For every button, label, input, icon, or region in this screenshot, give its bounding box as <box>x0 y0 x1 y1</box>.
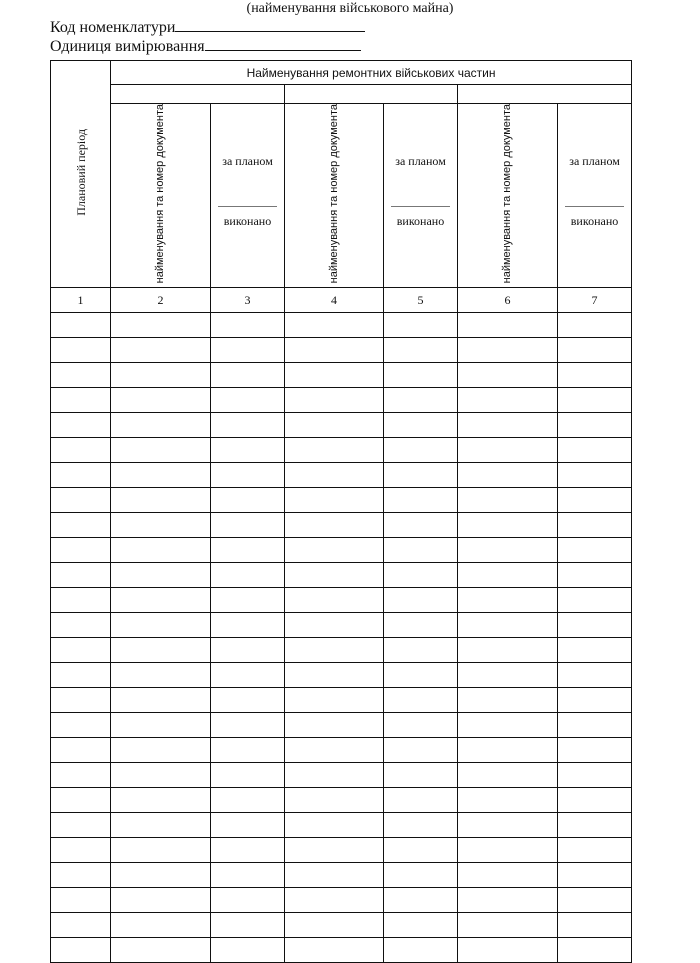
table-cell[interactable] <box>384 863 458 888</box>
table-cell[interactable] <box>51 763 111 788</box>
table-cell[interactable] <box>211 363 285 388</box>
table-cell[interactable] <box>558 313 632 338</box>
table-cell[interactable] <box>111 888 211 913</box>
table-row <box>51 538 632 563</box>
done-label: виконано <box>570 214 619 229</box>
table-row <box>51 763 632 788</box>
table-cell[interactable] <box>51 738 111 763</box>
plan-divider <box>565 206 624 207</box>
table-cell[interactable] <box>285 913 384 938</box>
table-cell[interactable] <box>285 813 384 838</box>
table-cell[interactable] <box>558 688 632 713</box>
table-cell[interactable] <box>384 813 458 838</box>
table-cell[interactable] <box>558 563 632 588</box>
table-cell[interactable] <box>111 413 211 438</box>
table-cell[interactable] <box>211 813 285 838</box>
table-cell[interactable] <box>51 313 111 338</box>
table-cell[interactable] <box>211 763 285 788</box>
table-cell[interactable] <box>558 513 632 538</box>
table-cell[interactable] <box>51 388 111 413</box>
table-cell[interactable] <box>211 663 285 688</box>
table-row <box>51 688 632 713</box>
table-cell[interactable] <box>558 838 632 863</box>
table-cell[interactable] <box>285 363 384 388</box>
table-cell[interactable] <box>458 513 558 538</box>
table-cell[interactable] <box>51 438 111 463</box>
table-cell[interactable] <box>285 888 384 913</box>
table-cell[interactable] <box>558 363 632 388</box>
table-cell[interactable] <box>458 838 558 863</box>
table-cell[interactable] <box>111 813 211 838</box>
table-cell[interactable] <box>458 663 558 688</box>
table-cell[interactable] <box>458 488 558 513</box>
table-cell[interactable] <box>111 338 211 363</box>
table-cell[interactable] <box>111 313 211 338</box>
table-cell[interactable] <box>384 388 458 413</box>
table-cell[interactable] <box>384 688 458 713</box>
table-cell[interactable] <box>51 938 111 963</box>
table-cell[interactable] <box>384 913 458 938</box>
table-row <box>51 638 632 663</box>
plan-header-2 <box>384 104 458 288</box>
table-cell[interactable] <box>558 413 632 438</box>
table-cell[interactable] <box>558 788 632 813</box>
plan-label: за планом <box>395 154 446 169</box>
table-row <box>51 913 632 938</box>
table-cell[interactable] <box>51 713 111 738</box>
table-cell[interactable] <box>285 413 384 438</box>
unit-label: Одиниця вимірювання <box>50 38 205 55</box>
table-cell[interactable] <box>51 888 111 913</box>
table-row <box>51 663 632 688</box>
repair-plan-table <box>50 60 632 963</box>
table-cell[interactable] <box>285 438 384 463</box>
table-cell[interactable] <box>211 888 285 913</box>
table-cell[interactable] <box>384 363 458 388</box>
table-cell[interactable] <box>558 613 632 638</box>
table-cell[interactable] <box>285 513 384 538</box>
table-cell[interactable] <box>111 913 211 938</box>
nomenclature-code-label: Код номенклатури <box>50 19 176 36</box>
table-row <box>51 413 632 438</box>
table-row <box>51 738 632 763</box>
doc-header-label: найменування та номер документа <box>327 104 340 284</box>
unit-name-cell-2[interactable] <box>285 85 458 104</box>
table-cell[interactable] <box>211 788 285 813</box>
table-row <box>51 613 632 638</box>
table-cell[interactable] <box>458 738 558 763</box>
table-cell[interactable] <box>384 663 458 688</box>
column-number: 7 <box>558 288 632 313</box>
table-cell[interactable] <box>111 363 211 388</box>
table-cell[interactable] <box>558 388 632 413</box>
table-cell[interactable] <box>211 438 285 463</box>
table-cell[interactable] <box>458 538 558 563</box>
table-cell[interactable] <box>51 563 111 588</box>
column-number: 1 <box>51 288 111 313</box>
table-cell[interactable] <box>285 388 384 413</box>
table-cell[interactable] <box>111 663 211 688</box>
table-cell[interactable] <box>384 438 458 463</box>
table-cell[interactable] <box>51 413 111 438</box>
table-cell[interactable] <box>458 813 558 838</box>
table-cell[interactable] <box>384 463 458 488</box>
table-cell[interactable] <box>285 863 384 888</box>
planned-period-label: Плановий період <box>73 129 88 217</box>
table-row <box>51 838 632 863</box>
table-cell[interactable] <box>458 438 558 463</box>
table-cell[interactable] <box>458 938 558 963</box>
table-cell[interactable] <box>558 888 632 913</box>
table-cell[interactable] <box>285 488 384 513</box>
table-cell[interactable] <box>211 463 285 488</box>
unit-name-cell-3[interactable] <box>458 85 632 104</box>
table-cell[interactable] <box>211 913 285 938</box>
table-cell[interactable] <box>285 563 384 588</box>
table-cell[interactable] <box>211 588 285 613</box>
table-cell[interactable] <box>458 763 558 788</box>
table-cell[interactable] <box>111 688 211 713</box>
table-cell[interactable] <box>111 763 211 788</box>
column-number-row <box>51 288 632 313</box>
table-cell[interactable] <box>211 713 285 738</box>
table-cell[interactable] <box>51 913 111 938</box>
repair-units-header: Найменування ремонтних військових частин <box>111 61 632 85</box>
table-cell[interactable] <box>111 788 211 813</box>
table-cell[interactable] <box>458 888 558 913</box>
table-cell[interactable] <box>458 588 558 613</box>
table-cell[interactable] <box>458 313 558 338</box>
table-cell[interactable] <box>51 513 111 538</box>
table-cell[interactable] <box>384 838 458 863</box>
table-row <box>51 563 632 588</box>
table-row <box>51 463 632 488</box>
table-cell[interactable] <box>51 863 111 888</box>
doc-header-label: найменування та номер документа <box>154 104 166 284</box>
table-cell[interactable] <box>51 463 111 488</box>
table-cell[interactable] <box>384 738 458 763</box>
table-cell[interactable] <box>285 588 384 613</box>
table-cell[interactable] <box>285 613 384 638</box>
table-cell[interactable] <box>111 638 211 663</box>
table-cell[interactable] <box>384 313 458 338</box>
table-row <box>51 788 632 813</box>
table-row <box>51 513 632 538</box>
done-label: виконано <box>223 214 272 229</box>
table-cell[interactable] <box>285 638 384 663</box>
table-cell[interactable] <box>51 838 111 863</box>
table-row <box>51 338 632 363</box>
table-cell[interactable] <box>51 538 111 563</box>
table-cell[interactable] <box>458 863 558 888</box>
table-cell[interactable] <box>211 613 285 638</box>
table-cell[interactable] <box>285 838 384 863</box>
table-cell[interactable] <box>51 613 111 638</box>
table-cell[interactable] <box>458 563 558 588</box>
table-cell[interactable] <box>211 688 285 713</box>
table-cell[interactable] <box>211 513 285 538</box>
table-cell[interactable] <box>558 863 632 888</box>
table-cell[interactable] <box>384 338 458 363</box>
table-cell[interactable] <box>384 413 458 438</box>
table-cell[interactable] <box>111 563 211 588</box>
column-number: 2 <box>111 288 211 313</box>
table-cell[interactable] <box>458 463 558 488</box>
table-cell[interactable] <box>458 613 558 638</box>
table-cell[interactable] <box>285 463 384 488</box>
table-cell[interactable] <box>458 388 558 413</box>
table-cell[interactable] <box>211 338 285 363</box>
table-cell[interactable] <box>211 638 285 663</box>
table-cell[interactable] <box>51 488 111 513</box>
table-cell[interactable] <box>558 463 632 488</box>
table-row <box>51 888 632 913</box>
table-cell[interactable] <box>51 363 111 388</box>
table-cell[interactable] <box>111 863 211 888</box>
table-cell[interactable] <box>558 713 632 738</box>
table-cell[interactable] <box>558 638 632 663</box>
table-cell[interactable] <box>111 538 211 563</box>
table-cell[interactable] <box>51 813 111 838</box>
table-cell[interactable] <box>558 738 632 763</box>
table-cell[interactable] <box>111 513 211 538</box>
table-row <box>51 488 632 513</box>
table-cell[interactable] <box>384 713 458 738</box>
table-cell[interactable] <box>285 688 384 713</box>
table-cell[interactable] <box>384 588 458 613</box>
plan-divider <box>391 206 450 207</box>
doc-header-1 <box>111 104 211 288</box>
table-cell[interactable] <box>285 713 384 738</box>
table-cell[interactable] <box>558 538 632 563</box>
table-row <box>51 438 632 463</box>
table-cell[interactable] <box>111 463 211 488</box>
table-cell[interactable] <box>458 913 558 938</box>
plan-header-3 <box>558 104 632 288</box>
table-cell[interactable] <box>558 813 632 838</box>
unit-name-cell-1[interactable] <box>111 85 285 104</box>
table-cell[interactable] <box>51 663 111 688</box>
table-cell[interactable] <box>458 788 558 813</box>
table-cell[interactable] <box>458 638 558 663</box>
table-cell[interactable] <box>51 788 111 813</box>
table-cell[interactable] <box>111 838 211 863</box>
table-cell[interactable] <box>285 663 384 688</box>
table-cell[interactable] <box>111 938 211 963</box>
table-row <box>51 313 632 338</box>
table-cell[interactable] <box>111 713 211 738</box>
table-cell[interactable] <box>384 938 458 963</box>
table-row <box>51 363 632 388</box>
table-cell[interactable] <box>285 313 384 338</box>
table-cell[interactable] <box>211 313 285 338</box>
table-cell[interactable] <box>384 763 458 788</box>
done-label: виконано <box>396 214 445 229</box>
table-row <box>51 713 632 738</box>
table-cell[interactable] <box>458 713 558 738</box>
table-cell[interactable] <box>111 613 211 638</box>
plan-label: за планом <box>222 154 273 169</box>
table-cell[interactable] <box>211 938 285 963</box>
table-cell[interactable] <box>558 763 632 788</box>
table-row <box>51 813 632 838</box>
table-row <box>51 863 632 888</box>
table-cell[interactable] <box>51 338 111 363</box>
table-cell[interactable] <box>211 838 285 863</box>
table-cell[interactable] <box>51 588 111 613</box>
table-cell[interactable] <box>211 863 285 888</box>
unit-field <box>50 38 361 56</box>
table-cell[interactable] <box>558 663 632 688</box>
table-cell[interactable] <box>458 413 558 438</box>
table-cell[interactable] <box>111 488 211 513</box>
plan-header-1 <box>211 104 285 288</box>
table-cell[interactable] <box>285 738 384 763</box>
table-cell[interactable] <box>458 363 558 388</box>
planned-period-header <box>51 61 111 288</box>
table-cell[interactable] <box>211 738 285 763</box>
column-number: 6 <box>458 288 558 313</box>
table-cell[interactable] <box>51 638 111 663</box>
table-cell[interactable] <box>51 688 111 713</box>
column-number: 5 <box>384 288 458 313</box>
table-cell[interactable] <box>285 788 384 813</box>
table-cell[interactable] <box>111 588 211 613</box>
table-cell[interactable] <box>285 938 384 963</box>
table-cell[interactable] <box>558 588 632 613</box>
table-cell[interactable] <box>211 538 285 563</box>
table-cell[interactable] <box>285 763 384 788</box>
table-cell[interactable] <box>558 913 632 938</box>
table-row <box>51 588 632 613</box>
table-cell[interactable] <box>111 438 211 463</box>
table-cell[interactable] <box>384 638 458 663</box>
table-row <box>51 938 632 963</box>
plan-label: за планом <box>569 154 620 169</box>
doc-header-3 <box>458 104 558 288</box>
column-number: 4 <box>285 288 384 313</box>
table-cell[interactable] <box>285 338 384 363</box>
doc-header-label: найменування та номер документа <box>501 104 513 284</box>
column-number: 3 <box>211 288 285 313</box>
table-cell[interactable] <box>458 688 558 713</box>
nomenclature-code-line[interactable] <box>175 19 365 32</box>
table-cell[interactable] <box>384 563 458 588</box>
property-name-caption: (найменування військового майна) <box>246 1 454 16</box>
table-cell[interactable] <box>111 738 211 763</box>
plan-divider <box>218 206 277 207</box>
doc-header-2 <box>285 104 384 288</box>
table-cell[interactable] <box>458 338 558 363</box>
table-row <box>51 388 632 413</box>
unit-line[interactable] <box>205 38 361 51</box>
table-cell[interactable] <box>211 563 285 588</box>
table-cell[interactable] <box>111 388 211 413</box>
table-cell[interactable] <box>384 538 458 563</box>
table-cell[interactable] <box>384 788 458 813</box>
table-cell[interactable] <box>558 338 632 363</box>
table-cell[interactable] <box>211 413 285 438</box>
table-cell[interactable] <box>558 938 632 963</box>
table-cell[interactable] <box>558 488 632 513</box>
table-cell[interactable] <box>558 438 632 463</box>
table-cell[interactable] <box>384 613 458 638</box>
table-cell[interactable] <box>384 888 458 913</box>
table-cell[interactable] <box>285 538 384 563</box>
table-cell[interactable] <box>384 488 458 513</box>
table-cell[interactable] <box>211 488 285 513</box>
table-cell[interactable] <box>211 388 285 413</box>
nomenclature-code-field <box>50 19 365 37</box>
table-cell[interactable] <box>384 513 458 538</box>
